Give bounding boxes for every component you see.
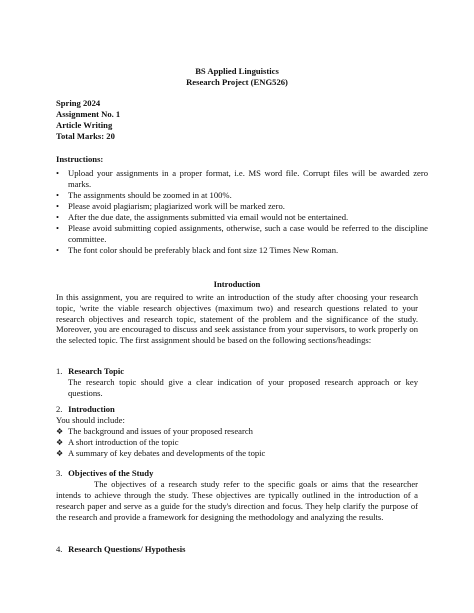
list-item: [56, 201, 428, 212]
list-item: [56, 426, 418, 437]
introduction-paragraph: In this assignment, you are required to write an introduction of the study after choosing your research topic, 'write the viable research objectives (maximum two) and research questions related to your research objectives and research topic, statement of the problem and the significance of the study. Moreover, you are encouraged to discuss and seek assistance from your supervisors, to work properly on the selected topic. The first assignment should be based on the following sections/headings:: [56, 292, 418, 346]
document-header: [0, 66, 474, 88]
section-heading: [56, 468, 418, 479]
section-body: The objectives of a research study refer to the specific goals or aims that the researcher intends to achieve through the study. These objectives are typically outlined in the introduction of a research paper and serve as a guide for the study's direction and focus. They help clarify the purpose of the research and provide a framework for designing the methodology and analyzing the results.: [56, 479, 418, 522]
assignment-meta: [56, 98, 120, 142]
section-body: The research topic should give a clear indication of your proposed research approach or key questions.: [68, 377, 418, 398]
list-item: [56, 223, 428, 245]
program-title: BS Applied Linguistics: [195, 66, 279, 76]
list-item-text: A summary of key debates and developments of the topic: [68, 448, 266, 458]
section-lead: You should include:: [56, 415, 125, 425]
semester-label: Spring 2024: [56, 98, 101, 108]
section-title: Introduction: [68, 404, 115, 414]
instructions-heading: Instructions:: [56, 154, 104, 164]
total-marks: Total Marks: 20: [56, 131, 115, 141]
bullet-icon: •: [56, 245, 60, 255]
section-introduction: [56, 404, 418, 459]
section-number: 2.: [56, 404, 63, 414]
bullet-icon: •: [56, 201, 60, 211]
list-item-text: Please avoid plagiarism; plagiarized work will be marked zero.: [68, 201, 285, 211]
bullet-icon: •: [56, 168, 60, 178]
list-item: [56, 190, 428, 201]
list-item-text: The font color should be preferably black and font size 12 Times New Roman.: [68, 245, 339, 255]
list-item-text: A short introduction of the topic: [68, 437, 179, 447]
section-title: Research Topic: [68, 366, 125, 376]
section-research-topic: [56, 366, 418, 399]
bullet-icon: •: [56, 190, 60, 200]
section-objectives: [56, 468, 418, 523]
introduction-heading: Introduction: [213, 279, 261, 289]
diamond-bullet-icon: ❖: [56, 427, 64, 436]
section-heading: [56, 366, 418, 377]
section-number: 1.: [56, 366, 63, 376]
list-item: [56, 168, 428, 190]
list-item-text: Please avoid submitting copied assignments, otherwise, such a case would be referred to the discipline committee.: [68, 223, 428, 244]
section-heading: [56, 404, 418, 415]
section-title: Objectives of the Study: [68, 468, 154, 478]
course-title: Research Project (ENG526): [186, 77, 288, 87]
bullet-icon: •: [56, 223, 60, 233]
list-item: [56, 245, 428, 256]
diamond-bullet-icon: ❖: [56, 449, 64, 458]
list-item-text: The background and issues of your proposed research: [68, 426, 253, 436]
section-number: 3.: [56, 468, 63, 478]
bullet-icon: •: [56, 212, 60, 222]
list-item-text: Upload your assignments in a proper format, i.e. MS word file. Corrupt files will be awarded zero marks.: [68, 168, 428, 189]
section-research-questions: [56, 544, 418, 555]
diamond-bullet-icon: ❖: [56, 438, 64, 447]
list-item-text: The assignments should be zoomed in at 100%.: [68, 190, 232, 200]
instructions-list: [56, 168, 428, 256]
section-heading: [56, 544, 418, 555]
assignment-type: Article Writing: [56, 120, 113, 130]
list-item: [56, 212, 428, 223]
introduction-points-list: [56, 426, 418, 459]
list-item: [56, 437, 418, 448]
assignment-number: Assignment No. 1: [56, 109, 121, 119]
list-item: [56, 448, 418, 459]
section-title: Research Questions/ Hypothesis: [68, 544, 186, 554]
list-item-text: After the due date, the assignments submitted via email would not be entertained.: [68, 212, 349, 222]
section-number: 4.: [56, 544, 63, 554]
